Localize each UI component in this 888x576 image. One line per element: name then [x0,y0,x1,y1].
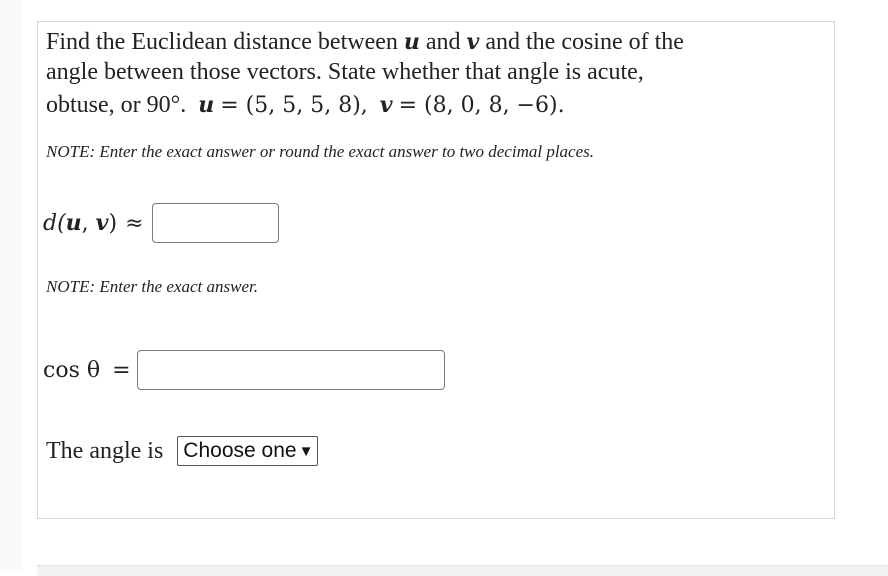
note-exact: NOTE: Enter the exact answer. [46,277,258,296]
label-part: v [95,210,109,236]
label-part: ) [108,211,118,236]
problem-statement [46,27,816,121]
problem-line-2: angle between those vectors. State whether that angle is acute, [46,59,644,85]
cosine-label: cos θ [43,357,101,383]
angle-type-dropdown[interactable] [177,436,318,466]
problem-text: Find the Euclidean distance between [46,29,404,55]
dropdown-selected-value: Choose one [183,439,297,462]
angle-row [46,436,318,466]
left-gutter [0,0,22,571]
vector-u-symbol: u [198,92,215,118]
question-card [37,21,835,519]
angle-label: The angle is [46,437,164,464]
vector-u-symbol: u [403,29,420,55]
label-part: u [65,210,82,236]
problem-line-1 [46,27,816,57]
label-part: d( [43,211,66,236]
label-part: , [81,211,96,236]
approx-symbol: ≈ [125,210,144,236]
distance-row [43,203,279,243]
problem-text: obtuse, or 90°. [46,92,187,118]
cosine-row [43,350,445,390]
vector-v-symbol: v [379,92,393,118]
problem-text: and [419,29,467,55]
problem-text: and the cosine of the [479,29,684,55]
distance-answer-input[interactable] [152,203,279,243]
cosine-answer-input[interactable] [137,350,445,390]
note-rounding: NOTE: Enter the exact answer or round the exact answer to two decimal places. [46,142,595,161]
equals-symbol: = [112,357,131,383]
vector-u-definition: = (5, 5, 5, 8), [220,93,368,118]
vector-v-definition: = (8, 0, 8, −6). [398,93,565,118]
distance-label [43,210,117,236]
vector-v-symbol: v [466,29,480,55]
caret-down-icon: ▼ [298,442,314,460]
problem-line-3 [46,90,816,121]
